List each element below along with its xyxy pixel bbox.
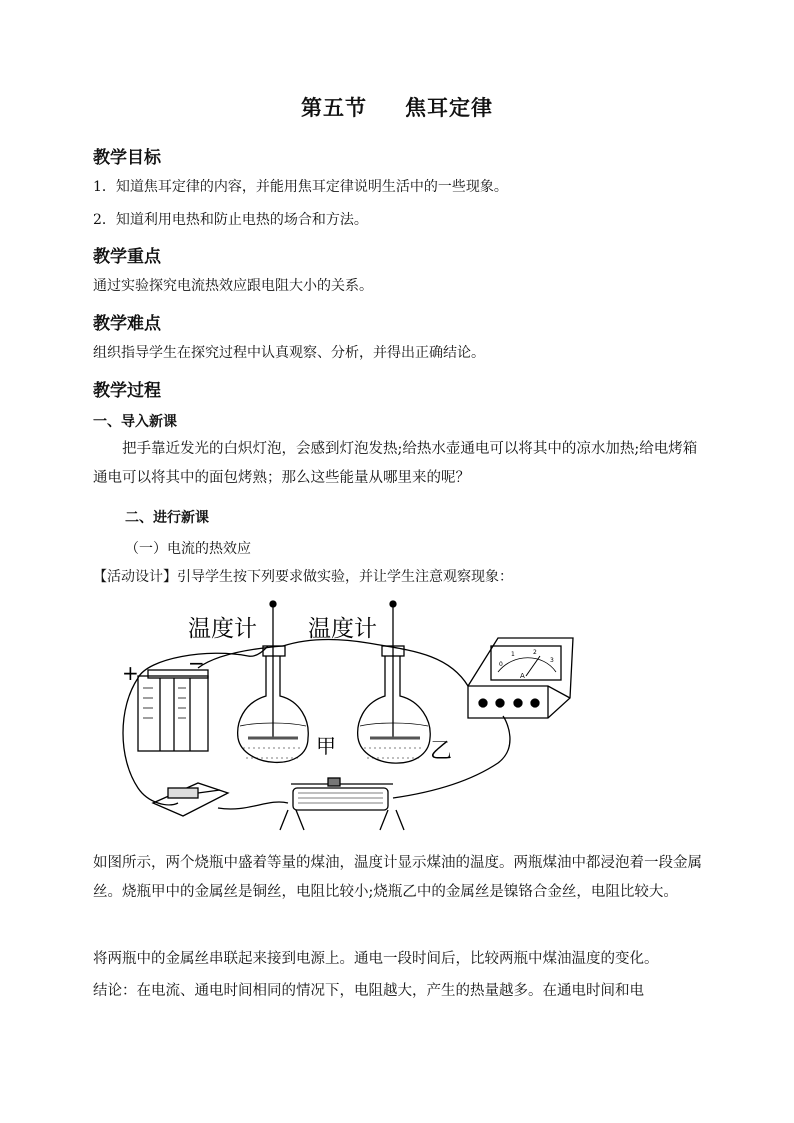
goals-heading: 教学目标 [93,148,161,168]
conclusion-para: 结论：在电流、通电时间相同的情况下，电阻越大，产生的热量越多。在通电时间和电 [93,983,644,999]
battery [138,670,208,751]
thermometer-left-label: 温度计 [188,616,257,642]
procedure-para: 将两瓶中的金属丝串联起来接到电源上。通电一段时间后，比较两瓶中煤油温度的变化。 [93,951,659,967]
intro-text: 把手靠近发光的白炽灯泡，会感到灯泡发热;给热水壶通电可以将其中的凉水加热;给电烤箱通电可以将其中的面包烤熟；那么这些能量从哪里来的呢？ [93,441,698,486]
thermometer-right-label: 温度计 [308,616,377,642]
intro-heading: 一、导入新课 [93,414,177,430]
page-title [0,92,794,122]
description-para: 如图所示，两个烧瓶中盛着等量的煤油，温度计显示煤油的温度。两瓶煤油中都浸泡着一段金属丝。烧瓶甲中的金属丝是铜丝，电阻比较小;烧瓶乙中的金属丝是镍铬合金丝，电阻比较大。 [93,855,702,900]
process-heading: 教学过程 [93,381,161,401]
goal-item-1: 1．知道焦耳定律的内容，并能用焦耳定律说明生活中的一些现象。 [93,179,508,195]
new-lesson-heading: 二、进行新课 [125,510,209,526]
wire-battery-minus [198,646,283,668]
key-point-heading: 教学重点 [93,247,161,267]
meter-unit: A [520,672,525,680]
meter-tick-3: 3 [550,657,554,664]
flask-b-label: 乙 [430,739,453,764]
wire-top [283,640,468,686]
goal-item-2: 2．知道利用电热和防止电热的场合和方法。 [93,212,368,228]
section-heat-effect: （一）电流的热效应 [125,541,251,557]
plus-label: + [122,661,139,685]
section-name: 焦耳定律 [405,96,493,120]
meter-tick-1: 1 [511,651,515,658]
difficulty-text: 组织指导学生在探究过程中认真观察、分析，并得出正确结论。 [93,345,485,361]
wire-switch-rheostat [218,802,288,809]
section-number: 第五节 [301,96,367,120]
wire-left [123,678,178,805]
difficulty-heading: 教学难点 [93,314,161,334]
meter-tick-2: 2 [533,649,537,656]
meter-tick-0: 0 [499,661,503,668]
flask-a-label: 甲 [316,734,336,758]
activity-design: 【活动设计】引导学生按下列要求做实验，并让学生注意观察现象： [93,569,513,585]
switch [153,783,228,816]
minus-label: − [188,651,205,675]
rheostat [280,778,404,830]
experiment-figure [108,598,588,846]
key-point-text: 通过实验探究电流热效应跟电阻大小的关系。 [93,278,373,294]
